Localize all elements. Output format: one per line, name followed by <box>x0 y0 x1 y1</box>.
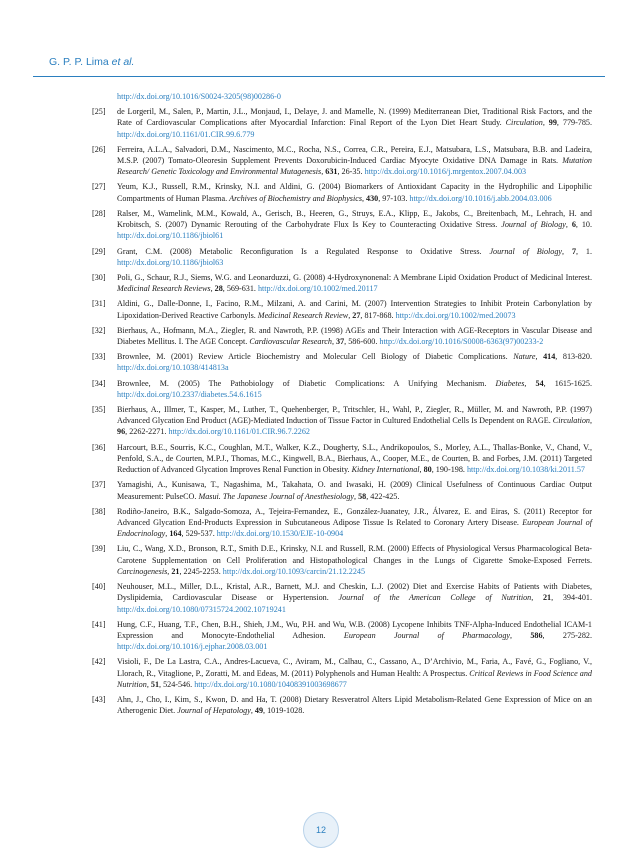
volume-number: 54 <box>535 378 544 388</box>
doi-link[interactable]: http://dx.doi.org/10.1161/01.CIR.96.7.2262 <box>168 427 310 437</box>
journal-name: European Journal of Pharmacology <box>343 631 511 641</box>
reference-text <box>117 182 592 202</box>
journal-name: Masui. The Japanese Journal of Anesthesiology <box>198 491 355 501</box>
reference-text <box>117 582 592 614</box>
reference-text <box>117 657 592 689</box>
reference-number: [30] <box>92 272 106 282</box>
reference-separator: , <box>331 337 337 347</box>
reference-number: [26] <box>92 144 106 154</box>
reference-body: Brownlee, M. (2001) Review Article Biochemistry and Molecular Cell Biology of Diabetic Complications. <box>117 352 514 362</box>
reference-text <box>117 299 592 319</box>
reference-pages: , 2262-2271. <box>125 427 169 437</box>
journal-name: Journal of Hepatology <box>177 706 251 716</box>
volume-number: 21 <box>542 593 552 603</box>
reference-item <box>92 298 592 321</box>
reference-number: [42] <box>92 657 106 667</box>
reference-item <box>92 404 592 438</box>
reference-text <box>117 443 592 475</box>
doi-link[interactable]: http://dx.doi.org/10.1002/med.20117 <box>257 284 378 294</box>
reference-pages: , 190-198. <box>431 465 467 475</box>
reference-separator: , <box>348 310 353 320</box>
reference-text <box>117 326 592 346</box>
volume-number: 631 <box>325 167 338 177</box>
reference-pages: , 524-546. <box>159 680 195 689</box>
reference-body: Aldini, G., Dalle-Donne, I., Facino, R.M., Milzani, A. and Carini, M. (2007) Intervention Strategies to Inhibit Protein Carbonylation by Lipoxidation-Derived Reactive Carbonyls. <box>117 299 592 320</box>
doi-link[interactable]: http://dx.doi.org/10.1093/carcin/21.12.2245 <box>222 566 366 576</box>
journal-name: Critical Reviews in Food Science and Nutrition <box>117 668 592 689</box>
reference-pages: , 813-820. <box>555 352 592 362</box>
journal-name: Diabetes <box>495 378 525 388</box>
journal-name: Journal of Biology <box>501 220 566 230</box>
doi-link[interactable]: http://dx.doi.org/10.1186/jbiol63 <box>117 257 224 267</box>
volume-number: 414 <box>543 352 556 362</box>
reference-pages: , 586-600. <box>344 337 380 347</box>
reference-separator: , <box>146 680 151 689</box>
reference-separator: , <box>535 352 544 362</box>
volume-number: 58 <box>358 491 367 501</box>
reference-pages: , 422-425. <box>366 491 400 501</box>
reference-body: Bierhaus, A., Illmer, T., Kasper, M., Luther, T., Quehenberger, P., Tritschler, H., Wahl, P., Ziegler, R., Müller, M. and Nawroth, P.P. (1997) Advanced Glycation End Product (AGE)-Mediated Induction of Tissue Factor in Cultured Endothelial Cells Is Dependent on RAGE. <box>117 404 592 426</box>
reference-pages: , 394-401. <box>551 593 592 603</box>
reference-text <box>117 209 592 241</box>
reference-separator: , <box>531 593 543 603</box>
reference-number: [43] <box>92 695 106 705</box>
reference-number: [40] <box>92 582 106 592</box>
reference-text <box>117 107 592 139</box>
reference-number: [39] <box>92 544 106 554</box>
reference-body: Ralser, M., Wamelink, M.M., Kowald, A., Gerisch, B., Heeren, G., Struys, E.A., Klipp, E., Jakobs, C., Breitenbach, M., Lehrach, H. and Krobitsch, S. (2007) Dynamic Rerouting of the Carbohydrate Flux Is Key to Counteracting Oxidative Stress. <box>117 208 592 230</box>
volume-number: 27 <box>352 310 361 320</box>
reference-body: de Lorgeril, M., Salen, P., Martin, J.L., Monjaud, I., Delaye, J. and Mamelle, N. (1999) Mediterranean Diet, Traditional Risk Factors, and the Rate of Cardiovascular Complications after Myocardial Infarction: Final Report of the Lyon Diet Heart Study. <box>117 107 592 128</box>
running-head-author: G. P. P. Lima <box>49 56 109 68</box>
journal-name: Medicinal Research Review <box>257 310 349 320</box>
header-rule <box>33 76 605 77</box>
reference-body: Liu, C., Wang, X.D., Bronson, R.T., Smith D.E., Krinsky, N.I. and Russell, R.M. (2000) Effects of Physiological Versus Pharmacological Beta-Carotene Supplementation on Cell Proliferation and Histopathological Changes in the Lungs of Cigarette Smoke-Exposed Ferrets. <box>117 544 592 565</box>
reference-pages: , 26-35. <box>337 167 365 177</box>
doi-link[interactable]: http://dx.doi.org/10.1161/01.CIR.99.6.779 <box>117 129 255 139</box>
journal-name: Journal of the American College of Nutrition <box>338 593 532 603</box>
reference-pages: , 817-868. <box>360 310 396 320</box>
volume-number: 80 <box>423 465 432 475</box>
reference-text <box>117 620 592 652</box>
reference-body: Yeum, K.J., Russell, R.M., Krinsky, N.I. and Aldini, G. (2004) Biomarkers of Antioxidant Capacity in the Hydrophilic and Lipophilic Compartments of Human Plasma. <box>117 182 592 203</box>
reference-body: Yamagishi, A., Kunisawa, T., Nagashima, M., Takahata, O. and Iwasaki, H. (2009) Clinical Usefulness of Continuous Cardiac Output Measurement: PulseCO. <box>117 480 592 501</box>
reference-separator: , <box>321 167 326 177</box>
reference-separator: , <box>589 416 592 426</box>
reference-text <box>117 352 592 372</box>
reference-number: [41] <box>92 619 106 629</box>
journal-name: Carcinogenesis <box>117 566 168 576</box>
reference-separator: , <box>210 284 215 294</box>
doi-link[interactable]: http://dx.doi.org/10.1080/10408391003698677 <box>194 680 347 689</box>
volume-number: 586 <box>530 631 543 641</box>
reference-body: Ferreira, A.L.A., Salvadori, D.M., Nascimento, M.C., Rocha, N.S., Correa, C.R., Pereira, E.J., Matsubara, L.S., Matsubara, B.B. and Ladeira, M.S.P. (2007) Tomato-Oleoresin Supplement Prevents Doxorubicin-Induced Cardiac Myocyte Oxidative DNA Damage in Rats. <box>117 144 592 166</box>
journal-name: Circulation <box>552 416 590 426</box>
reference-item <box>92 144 592 178</box>
reference-separator: , <box>510 631 531 641</box>
reference-pages: , 275-282. <box>542 631 592 641</box>
journal-name: Kidney International <box>351 465 420 475</box>
volume-number: 37 <box>336 337 345 347</box>
reference-item <box>92 208 592 242</box>
reference-item <box>92 619 592 653</box>
reference-body: Poli, G., Schaur, R.J., Siems, W.G. and Leonarduzzi, G. (2008) 4-Hydroxynonenal: A Membrane Lipid Oxidation Product of Medicinal Interest. <box>117 272 592 282</box>
reference-list <box>92 91 592 720</box>
volume-number: 49 <box>254 706 264 716</box>
reference-number: [34] <box>92 378 106 388</box>
reference-number: [38] <box>92 506 106 516</box>
running-head-etal: et al. <box>111 56 135 68</box>
reference-number: [35] <box>92 404 106 414</box>
volume-number: 7 <box>571 246 577 256</box>
reference-number: [31] <box>92 299 106 309</box>
reference-item <box>92 479 592 502</box>
reference-pages: , 10. <box>575 220 592 230</box>
page-number <box>303 812 339 848</box>
reference-separator: , <box>167 566 172 576</box>
reference-continuation <box>92 91 592 102</box>
reference-number: [28] <box>92 208 106 218</box>
journal-name: European Journal of Endocrinology <box>117 517 593 539</box>
reference-body: Visioli, F., De La Lastra, C.A., Andres-Lacueva, C., Aviram, M., Calhau, C., Cassano, A., D’Archivio, M., Faria, A., Favé, G., Fogliano, V., Llorach, R., Vitaglione, P., Zoratti, M. and Edeas, M. (2011) Polyphenols and Human Health: A Prospectus. <box>117 657 592 678</box>
journal-name: Journal of Biology <box>489 246 563 256</box>
doi-link[interactable]: http://dx.doi.org/10.1080/07315724.2002.10719241 <box>117 604 286 614</box>
doi-link[interactable]: http://dx.doi.org/10.1186/jbiol61 <box>117 231 224 241</box>
reference-separator: , <box>361 193 367 203</box>
doi-link[interactable]: http://dx.doi.org/10.1016/S0024-3205(98)00286-0 <box>117 92 281 101</box>
reference-body: Hung, C.F., Huang, T.F., Chen, B.H., Shieh, J.M., Wu, P.H. and Wu, W.B. (2008) Lycopene Inhibits TNF-Alpha-Induced Endothelial ICAM-1 Expression and Monocyte-Endothelial Adhesion. <box>117 619 592 641</box>
doi-link[interactable]: http://dx.doi.org/10.1530/EJE-10-0904 <box>216 529 344 539</box>
reference-item <box>92 106 592 140</box>
journal-name: Circulation <box>505 118 543 128</box>
reference-pages: , 779-785. <box>556 118 592 128</box>
reference-text <box>117 273 592 293</box>
reference-separator: , <box>250 706 255 716</box>
reference-pages: , 529-537. <box>181 529 217 539</box>
reference-text <box>117 405 592 437</box>
reference-item <box>92 181 592 204</box>
reference-body: Rodiño-Janeiro, B.K., Salgado-Somoza, A., Tejeira-Fernandez, E., González-Juanatey, J.R., Álvarez, E. and Eiras, S. (2011) Receptor for Advanced Glycation End-Products Expression in Subcutaneous Adipose Tissue Is Related to Coronary Artery Disease. <box>117 506 592 527</box>
reference-number: [25] <box>92 107 106 117</box>
reference-separator: , <box>562 246 572 256</box>
page-number-text: 12 <box>315 825 326 835</box>
reference-separator: , <box>419 465 424 475</box>
reference-separator: , <box>165 529 170 539</box>
journal-name: Mutation Research/ Genetic Toxicology and Environmental Mutagenesis <box>117 156 592 177</box>
volume-number: 51 <box>150 680 159 689</box>
reference-body: Grant, C.M. (2008) Metabolic Reconfiguration Is a Regulated Response to Oxidative Stress. <box>117 246 490 256</box>
reference-text <box>117 695 592 715</box>
reference-text <box>117 145 592 177</box>
reference-pages: , 1. <box>576 246 593 256</box>
reference-item <box>92 272 592 295</box>
reference-body: Ahn, J., Cho, I., Kim, S., Kwon, D. and Ha, T. (2008) Dietary Resveratrol Alters Lipid Metabolism-Related Gene Expression of Mice on an Atherogenic Diet. <box>117 695 592 716</box>
reference-item <box>92 656 592 690</box>
doi-link[interactable]: http://dx.doi.org/10.1002/med.20073 <box>395 310 516 320</box>
volume-number: 96 <box>117 427 126 437</box>
reference-pages: , 569-631. <box>222 284 258 294</box>
reference-separator: , <box>524 378 536 388</box>
doi-link[interactable]: http://dx.doi.org/10.1016/S0008-6363(97)00233-2 <box>379 337 544 347</box>
reference-item <box>92 581 592 615</box>
reference-item <box>92 351 592 374</box>
doi-link[interactable]: http://dx.doi.org/10.1016/j.ejphar.2008.03.001 <box>117 642 268 652</box>
reference-body: Bierhaus, A., Hofmann, M.A., Ziegler, R. and Nawroth, P.P. (1998) AGEs and Their Interaction with AGE-Receptors in Vascular Disease and Diabetes Mellitus. I. The AGE Concept. <box>117 325 592 347</box>
doi-link[interactable]: http://dx.doi.org/10.1038/ki.2011.57 <box>466 465 585 475</box>
volume-number: 21 <box>171 566 180 576</box>
reference-text <box>117 507 592 539</box>
reference-text <box>117 480 592 500</box>
reference-number: [37] <box>92 480 106 490</box>
reference-separator: , <box>354 491 359 501</box>
reference-number: [29] <box>92 246 106 256</box>
reference-text <box>117 544 592 576</box>
journal-name: Archives of Biochemistry and Biophysics <box>229 193 362 203</box>
volume-number: 164 <box>169 529 182 539</box>
reference-number: [32] <box>92 325 106 335</box>
reference-separator: , <box>542 118 549 128</box>
reference-separator: , <box>565 220 572 230</box>
reference-body: Neuhouser, M.L., Miller, D.L., Kristal, A.R., Barnett, M.J. and Cheskin, L.J. (2002) Diet and Exercise Habits of Patients with Diabetes, Dyslipidemia, Cardiovascular Disease or Hypertension. <box>117 582 592 603</box>
reference-number: [33] <box>92 352 106 362</box>
doi-link[interactable]: http://dx.doi.org/10.1016/j.abb.2004.03.006 <box>409 193 552 203</box>
volume-number: 6 <box>571 220 576 230</box>
reference-text <box>117 379 592 399</box>
reference-item <box>92 378 592 401</box>
journal-name: Cardiovascular Research <box>249 337 332 347</box>
reference-pages: , 1019-1028. <box>263 706 305 716</box>
doi-link[interactable]: http://dx.doi.org/10.2337/diabetes.54.6.1615 <box>117 389 262 399</box>
reference-item <box>92 506 592 540</box>
reference-item <box>92 246 592 269</box>
volume-number: 28 <box>214 284 223 294</box>
reference-item <box>92 442 592 476</box>
reference-number: [36] <box>92 442 106 452</box>
reference-text <box>117 247 592 267</box>
journal-name: Nature <box>513 352 536 362</box>
volume-number: 99 <box>548 118 557 128</box>
reference-pages: , 1615-1625. <box>543 378 592 388</box>
reference-item <box>92 543 592 577</box>
reference-pages: , 2245-2253. <box>179 566 223 576</box>
doi-link[interactable]: http://dx.doi.org/10.1016/j.mrgentox.2007.04.003 <box>364 167 527 177</box>
running-head <box>49 56 134 68</box>
doi-link[interactable]: http://dx.doi.org/10.1038/414813a <box>117 363 229 373</box>
reference-number: [27] <box>92 182 106 192</box>
reference-body: Harcourt, B.E., Sourris, K.C., Coughlan, M.T., Walker, K.Z., Dougherty, S.L., Andrikopoulos, S., Morley, A.L., Thallas-Bonke, V., Chand, V., Penfold, S.A., de Courten, M.P.J., Thomas, M.C., Kingwell, B.A., Bierhaus, A., Cooper, M.E., de Courten, B. and Forbes, J.M. (2011) Targeted Reduction of Advanced Glycation Improves Renal Function in Obesity. <box>117 442 592 475</box>
reference-pages: , 97-103. <box>378 193 410 203</box>
reference-body: Brownlee, M. (2005) The Pathobiology of Diabetic Complications: A Unifying Mechanism. <box>117 378 496 388</box>
volume-number: 430 <box>366 193 379 203</box>
journal-name: Medicinal Research Reviews <box>117 284 211 294</box>
reference-item <box>92 325 592 348</box>
reference-item <box>92 694 592 717</box>
